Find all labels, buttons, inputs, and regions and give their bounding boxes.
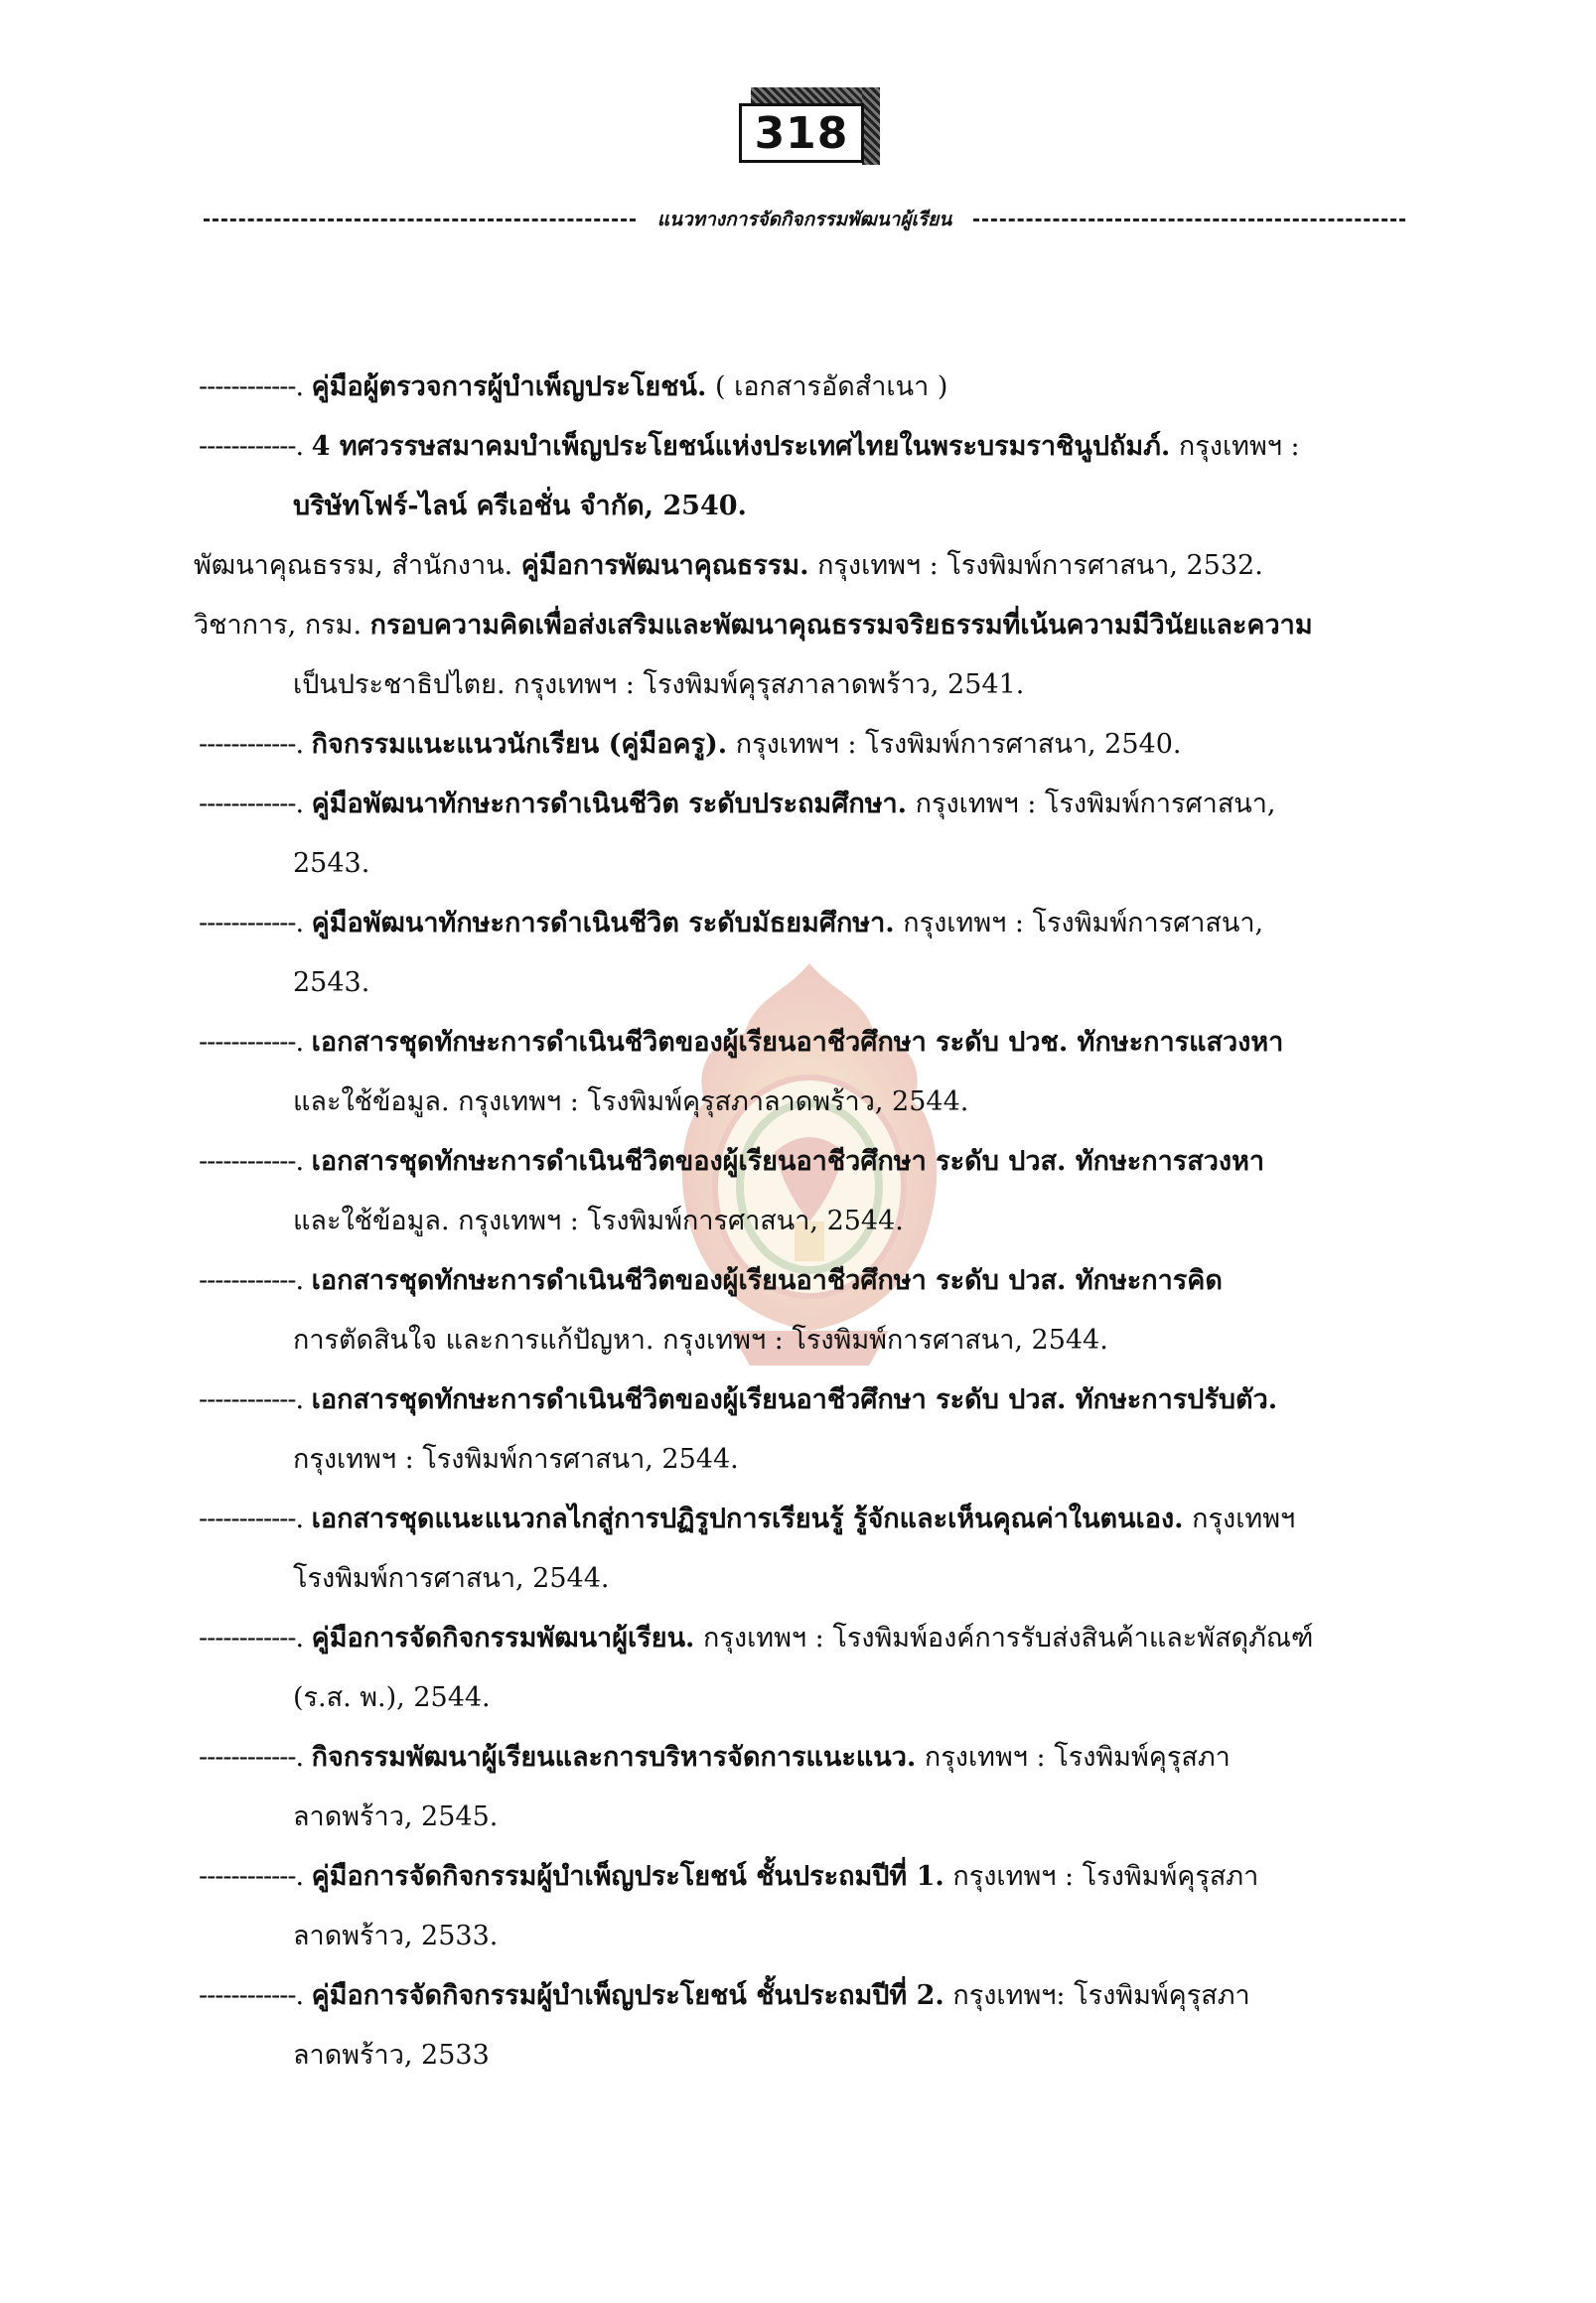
- entry-continuation: 2543.: [293, 967, 370, 998]
- bibliography-entry: [199, 1251, 1405, 1370]
- entry-continuation: ลาดพร้าว, 2533: [293, 2040, 490, 2071]
- entry-continuation: กรุงเทพฯ : โรงพิมพ์การศาสนา, 2544.: [293, 1444, 739, 1475]
- entry-continuation: เป็นประชาธิปไตย. กรุงเทพฯ : โรงพิมพ์คุรุสภาลาดพร้าว, 2541.: [293, 669, 1025, 700]
- entry-first-line: ------------. คู่มือการจัดกิจกรรมพัฒนาผู้เรียน. กรุงเทพฯ : โรงพิมพ์องค์การรับส่งสินค้าและพัสดุภัณฑ์: [199, 1623, 1314, 1654]
- bibliography-entry: [194, 536, 1405, 596]
- entry-continuation: ลาดพร้าว, 2545.: [293, 1801, 499, 1832]
- entry-first-line: ------------. คู่มือการจัดกิจกรรมผู้บำเพ็ญประโยชน์ ชั้นประถมปีที่ 1. กรุงเทพฯ : โรงพิมพ์คุรุสภา: [199, 1861, 1259, 1892]
- entry-continuation: โรงพิมพ์การศาสนา, 2544.: [293, 1563, 610, 1594]
- bibliography-entry: [199, 417, 1405, 536]
- running-header: [204, 205, 1405, 234]
- entry-first-line: ------------. กิจกรรมแนะแนวนักเรียน (คู่มือครู). กรุงเทพฯ : โรงพิมพ์การศาสนา, 2540.: [199, 729, 1182, 760]
- bibliography-entry: [199, 1966, 1405, 2086]
- entry-first-line: ------------. คู่มือผู้ตรวจการผู้บำเพ็ญประโยชน์. ( เอกสารอัดสำเนา ): [199, 371, 948, 402]
- bibliography-entry: [199, 1609, 1405, 1728]
- entry-continuation: การตัดสินใจ และการแก้ปัญหา. กรุงเทพฯ : โรงพิมพ์การศาสนา, 2544.: [293, 1325, 1108, 1356]
- entry-continuation: และใช้ข้อมูล. กรุงเทพฯ : โรงพิมพ์การศาสนา, 2544.: [293, 1206, 904, 1236]
- entry-first-line: ------------. กิจกรรมพัฒนาผู้เรียนและการบริหารจัดการแนะแนว. กรุงเทพฯ : โรงพิมพ์คุรุสภา: [199, 1742, 1231, 1773]
- entry-first-line: ------------. คู่มือการจัดกิจกรรมผู้บำเพ็ญประโยชน์ ชั้นประถมปีที่ 2. กรุงเทพฯ: โรงพิมพ์คุรุสภา: [199, 1980, 1250, 2011]
- bibliography-entry: [194, 596, 1405, 715]
- bibliography-entry: [199, 1132, 1405, 1251]
- entry-first-line: ------------. เอกสารชุดแนะแนวกลไกสู่การปฏิรูปการเรียนรู้ รู้จักและเห็นคุณค่าในตนเอง. กรุงเทพฯ: [199, 1504, 1296, 1534]
- bibliography-entry: [199, 1847, 1405, 1966]
- entry-first-line: ------------. เอกสารชุดทักษะการดำเนินชีวิตของผู้เรียนอาชีวศึกษา ระดับ ปวส. ทักษะการปรับตัว.: [199, 1384, 1278, 1415]
- bibliography-entry: [199, 775, 1405, 894]
- entry-first-line: ------------. 4 ทศวรรษสมาคมบำเพ็ญประโยชน์แห่งประเทศไทยในพระบรมราชินูปถัมภ์. กรุงเทพฯ :: [199, 431, 1300, 462]
- header-rule-right: [973, 218, 1405, 221]
- header-rule-left: [204, 218, 636, 221]
- page-number-shadow-side: [862, 87, 880, 165]
- entry-first-line: ------------. เอกสารชุดทักษะการดำเนินชีวิตของผู้เรียนอาชีวศึกษา ระดับ ปวช. ทักษะการแสวงหา: [199, 1027, 1284, 1058]
- entry-continuation: บริษัทโฟร์-ไลน์ ครีเอชั่น จำกัด, 2540.: [293, 491, 747, 521]
- entry-first-line: วิชาการ, กรม. กรอบความคิดเพื่อส่งเสริมและพัฒนาคุณธรรมจริยธรรมที่เน้นความมีวินัยและความ: [194, 610, 1313, 641]
- bibliography-entry: [199, 715, 1405, 775]
- page-number: 318: [739, 103, 864, 163]
- entry-first-line: ------------. คู่มือพัฒนาทักษะการดำเนินชีวิต ระดับประถมศึกษา. กรุงเทพฯ : โรงพิมพ์การศาสนา,: [199, 789, 1276, 819]
- bibliography-entry: [199, 1490, 1405, 1609]
- entry-continuation: 2543.: [293, 848, 370, 879]
- entry-first-line: ------------. คู่มือพัฒนาทักษะการดำเนินชีวิต ระดับมัธยมศึกษา. กรุงเทพฯ : โรงพิมพ์การศาสนา,: [199, 908, 1264, 938]
- entry-continuation: และใช้ข้อมูล. กรุงเทพฯ : โรงพิมพ์คุรุสภาลาดพร้าว, 2544.: [293, 1086, 969, 1117]
- entry-first-line: พัฒนาคุณธรรม, สำนักงาน. คู่มือการพัฒนาคุณธรรม. กรุงเทพฯ : โรงพิมพ์การศาสนา, 2532.: [194, 550, 1263, 581]
- running-header-title: แนวทางการจัดกิจกรรมพัฒนาผู้เรียน: [656, 209, 952, 230]
- entry-continuation: ลาดพร้าว, 2533.: [293, 1921, 499, 1951]
- entry-first-line: ------------. เอกสารชุดทักษะการดำเนินชีวิตของผู้เรียนอาชีวศึกษา ระดับ ปวส. ทักษะการสวงหา: [199, 1146, 1265, 1177]
- bibliography-entry: [199, 358, 1405, 417]
- entry-continuation: (ร.ส. พ.), 2544.: [293, 1682, 491, 1713]
- bibliography-entry: [199, 894, 1405, 1013]
- entry-first-line: ------------. เอกสารชุดทักษะการดำเนินชีวิตของผู้เรียนอาชีวศึกษา ระดับ ปวส. ทักษะการคิด: [199, 1265, 1223, 1296]
- bibliography-entry: [199, 1370, 1405, 1490]
- bibliography-entry: [199, 1728, 1405, 1847]
- bibliography-entry: [199, 1013, 1405, 1132]
